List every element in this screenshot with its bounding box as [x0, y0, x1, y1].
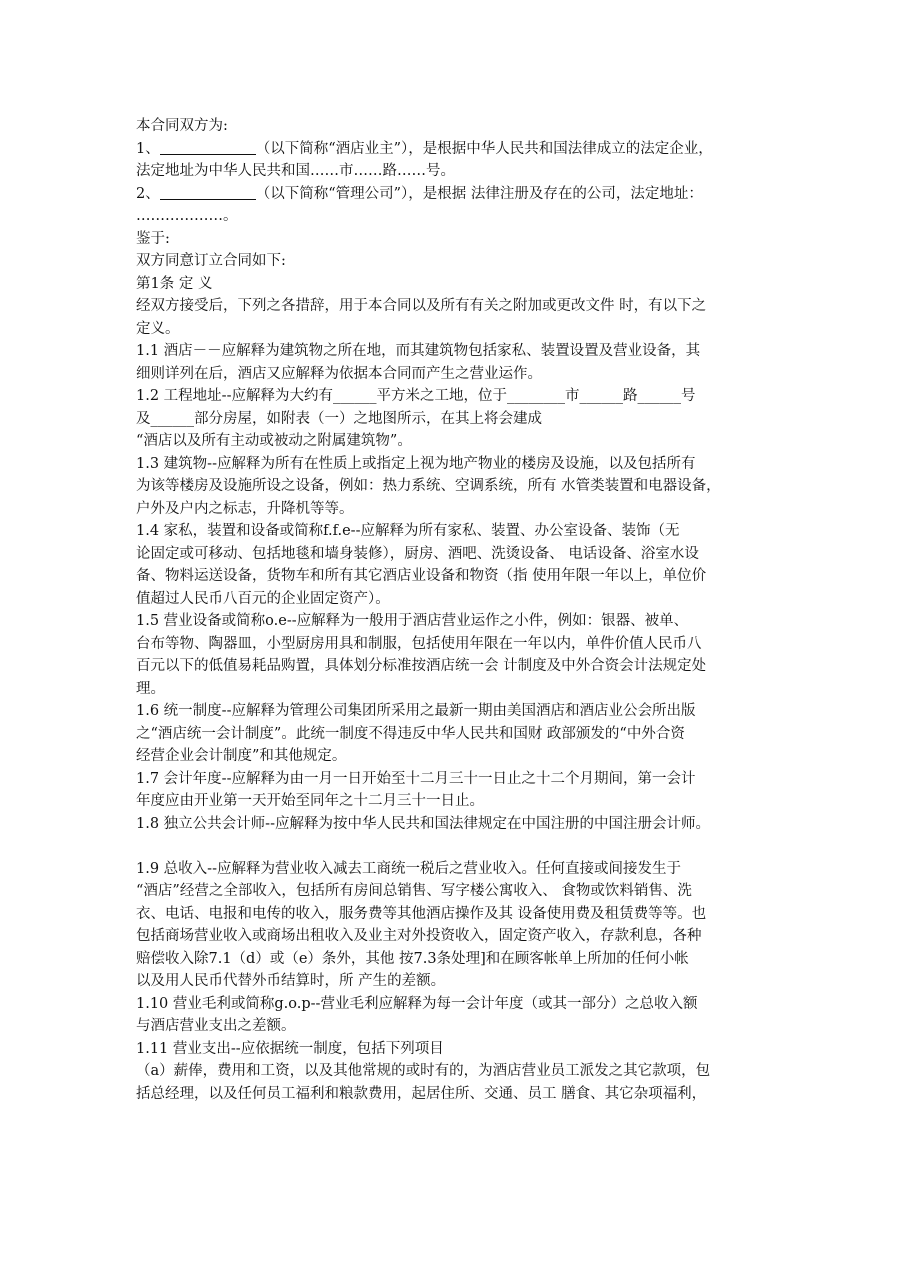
definition-line: 包括商场营业收入或商场出租收入及业主对外投资收入，固定资产收入，存款利息，各种 — [136, 928, 702, 944]
party1-description: （以下简称“酒店业主”），是根据中华人民共和国法律成立的法定企业， — [255, 140, 713, 157]
definition-line: 以及用人民币代替外币结算时，所 产生的差额。 — [136, 973, 446, 989]
definition-line: 1.2 工程地址--应解释为大约有______平方米之工地，位于________市______路______号 — [136, 388, 696, 404]
party1-prefix: 1、 — [136, 140, 160, 157]
paragraph-gap — [136, 835, 786, 858]
definition-line: 1.6 统一制度--应解释为管理公司集团所采用之最新一期由美国酒店和酒店业公会所出版 — [136, 703, 696, 719]
definition-line: 1.1 酒店－－应解释为建筑物之所在地，而其建筑物包括家私、装置设置及营业设备，其 — [136, 343, 701, 359]
definition-line: 1.4 家私，装置和设备或简称f.f.e--应解释为所有家私、装置、办公室设备、装饰（无 — [136, 523, 680, 539]
definition-line: 为该等楼房及设施所设之设备，例如：热力系统、空调系统，所有 水管类装置和电器设备， — [136, 478, 721, 494]
definition-line: 1.9 总收入--应解释为营业收入减去工商统一税后之营业收入。任何直接或间接发生于 — [136, 860, 681, 877]
party2-name-blank — [160, 184, 256, 200]
party1-name-blank — [160, 139, 256, 155]
definition-line: 1.8 独立公共会计师--应解释为按中华人民共和国法律规定在中国注册的中国注册会计师。 — [136, 815, 710, 832]
party1-line — [136, 138, 786, 161]
definition-line: 论固定或可移动、包括地毯和墙身装修），厨房、酒吧、洗烫设备、 电话设备、浴室水设 — [136, 545, 699, 562]
agreement-statement: 双方同意订立合同如下: — [136, 253, 286, 269]
contract-intro: 本合同双方为: — [136, 118, 228, 134]
definition-line: 值超过人民币八百元的企业固定资产）。 — [136, 590, 390, 607]
party2-line — [136, 183, 786, 206]
definition-line: 衣、电话、电报和电传的收入，服务费等其他酒店操作及其 设备使用费及租赁费等等。也 — [136, 905, 707, 922]
party2-description: （以下简称“管理公司”），是根据 法律注册及存在的公司，法定地址： — [255, 185, 703, 202]
contract-document — [136, 115, 786, 1105]
article1-title: 第1条 定 义 — [136, 275, 213, 292]
definition-line: 括总经理，以及任何员工福利和粮款费用，起居住所、交通、员工 膳食、其它杂项福利， — [136, 1085, 707, 1102]
definition-line: 经双方接受后，下列之各措辞，用于本合同以及所有有关之附加或更改文件 时，有以下之 — [136, 298, 707, 314]
definition-line: （a）薪俸，费用和工资，以及其他常规的或时有的，为酒店营业员工派发之其它款项，包 — [136, 1063, 711, 1079]
whereas-heading: 鉴于: — [136, 230, 170, 247]
definition-line: 1.3 建筑物--应解释为所有在性质上或指定上视为地产物业的楼房及设施，以及包括所有 — [136, 455, 696, 472]
definition-line: 备、物料运送设备，货物车和所有其它酒店业设备和物资（指 使用年限一年以上，单位价 — [136, 568, 707, 584]
party2-prefix: 2、 — [136, 185, 160, 202]
definition-line: 细则详列在后，酒店又应解释为依据本合同而产生之营业运作。 — [136, 365, 542, 382]
definition-line: “酒店”经营之全部收入，包括所有房间总销售、写字楼公寓收入、 食物或饮料销售、洗 — [136, 883, 692, 899]
definition-line: 赔偿收入除7.1（d）或（e）条外，其他 按7.3条处理]和在顾客帐单上所加的任何小帐 — [136, 950, 689, 967]
definition-line: 经营企业会计制度”和其他规定。 — [136, 748, 347, 764]
definition-line: 户外及户内之标志，升降机等等。 — [136, 500, 354, 517]
definition-line: 1.10 营业毛利或简称g.o.p--营业毛利应解释为每一会计年度（或其一部分）之总收入额 — [136, 995, 698, 1012]
definition-line: 百元以下的低值易耗品购置，具体划分标准按酒店统一会 计制度及中外合资会计法规定处 — [136, 658, 707, 674]
definition-line: 1.7 会计年度--应解释为由一月一日开始至十二月三十一日止之十二个月期间，第一会计 — [136, 770, 696, 787]
party1-address: 法定地址为中华人民共和国……市……路……号。 — [136, 163, 455, 179]
party2-address: ………………。 — [136, 208, 238, 224]
definition-line: 与酒店营业支出之差额。 — [136, 1018, 296, 1034]
definition-line: 之“酒店统一会计制度”。此统一制度不得违反中华人民共和国财 政部颁发的“中外合资 — [136, 725, 685, 742]
definition-line: 理。 — [136, 680, 165, 697]
definition-line: 台布等物、陶器皿，小型厨房用具和制服，包括使用年限在一年以内，单件价值人民币八 — [136, 635, 702, 652]
definition-line: 及______部分房屋，如附表（一）之地图所示，在其上将会建成 — [136, 410, 542, 427]
definition-line: 1.5 营业设备或简称o.e--应解释为一般用于酒店营业运作之小件，例如：银器、被单、 — [136, 613, 689, 629]
definition-line: 年度应由开业第一天开始至同年之十二月三十一日止。 — [136, 793, 484, 809]
definition-line: 1.11 营业支出--应依据统一制度，包括下列项目 — [136, 1040, 444, 1057]
definition-line: “酒店以及所有主动或被动之附属建筑物”。 — [136, 433, 412, 449]
definition-line: 定义。 — [136, 320, 180, 337]
